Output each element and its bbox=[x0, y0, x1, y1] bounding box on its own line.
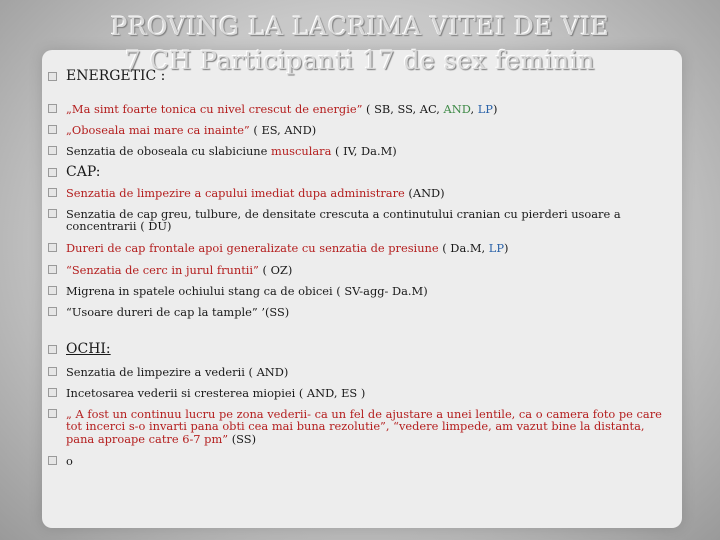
square-bullet-icon bbox=[48, 456, 57, 465]
square-bullet-icon bbox=[48, 243, 57, 252]
slide-title-line2: 7 CH Participanti 17 de sex feminin bbox=[125, 46, 595, 75]
square-bullet-icon bbox=[48, 168, 57, 177]
square-bullet-icon bbox=[48, 307, 57, 316]
square-bullet-icon bbox=[48, 188, 57, 197]
square-bullet-icon bbox=[48, 146, 57, 155]
square-bullet-icon bbox=[48, 409, 57, 418]
square-bullet-icon bbox=[48, 72, 57, 81]
slide: PROVING LA LACRIMA VITEI DE VIE 7 CH Participanti 17 de sex feminin ENERGETIC : „Ma simt foarte tonica cu nivel crescut de energie” ( SB, SS, AC, AND, LP) „Oboseala mai mare ca inainte” ( ES, AND) Senzatia de oboseala cu slabiciune musculara ( IV, Da.M) CAP: Senzatia de limpezire a capului imediat dupa administrare (AND) Senzatia de cap greu, tulbure, de densitate crescuta a continutului cranian cu pierderi usoare a concentrarii ( DU) Dureri de cap frontale apoi generalizate cu senzatia de presiune ( Da.M, LP) “Senzatia de cerc in jurul fruntii” ( OZ) Migrena in spatele ochiului stang ca de obicei ( SV-agg- Da.M) “Usoare dureri de cap la tample” ’(SS) OCHI: Senzatia de limpezire a vederii ( AND) Incetosarea vederii si cresterea miopiei ( AND, ES ) „ A fost un continuu lucru pe zona vederii- ca un fel de ajustare a unei lentile, ca o camera foto pe care tot incerci s-o invarti pana obti cea mai buna rezolutie”, “vedere limpede, am vazut bine la distanta, pana aproape catre 6-7 pm” (SS) o bbox=[0, 0, 720, 540]
square-bullet-icon bbox=[48, 388, 57, 397]
square-bullet-icon bbox=[48, 345, 57, 354]
square-bullet-icon bbox=[48, 286, 57, 295]
square-bullet-icon bbox=[48, 104, 57, 113]
slide-title-line1: PROVING LA LACRIMA VITEI DE VIE bbox=[110, 12, 610, 41]
square-bullet-icon bbox=[48, 209, 57, 218]
square-bullet-icon bbox=[48, 125, 57, 134]
square-bullet-icon bbox=[48, 367, 57, 376]
square-bullet-icon bbox=[48, 265, 57, 274]
